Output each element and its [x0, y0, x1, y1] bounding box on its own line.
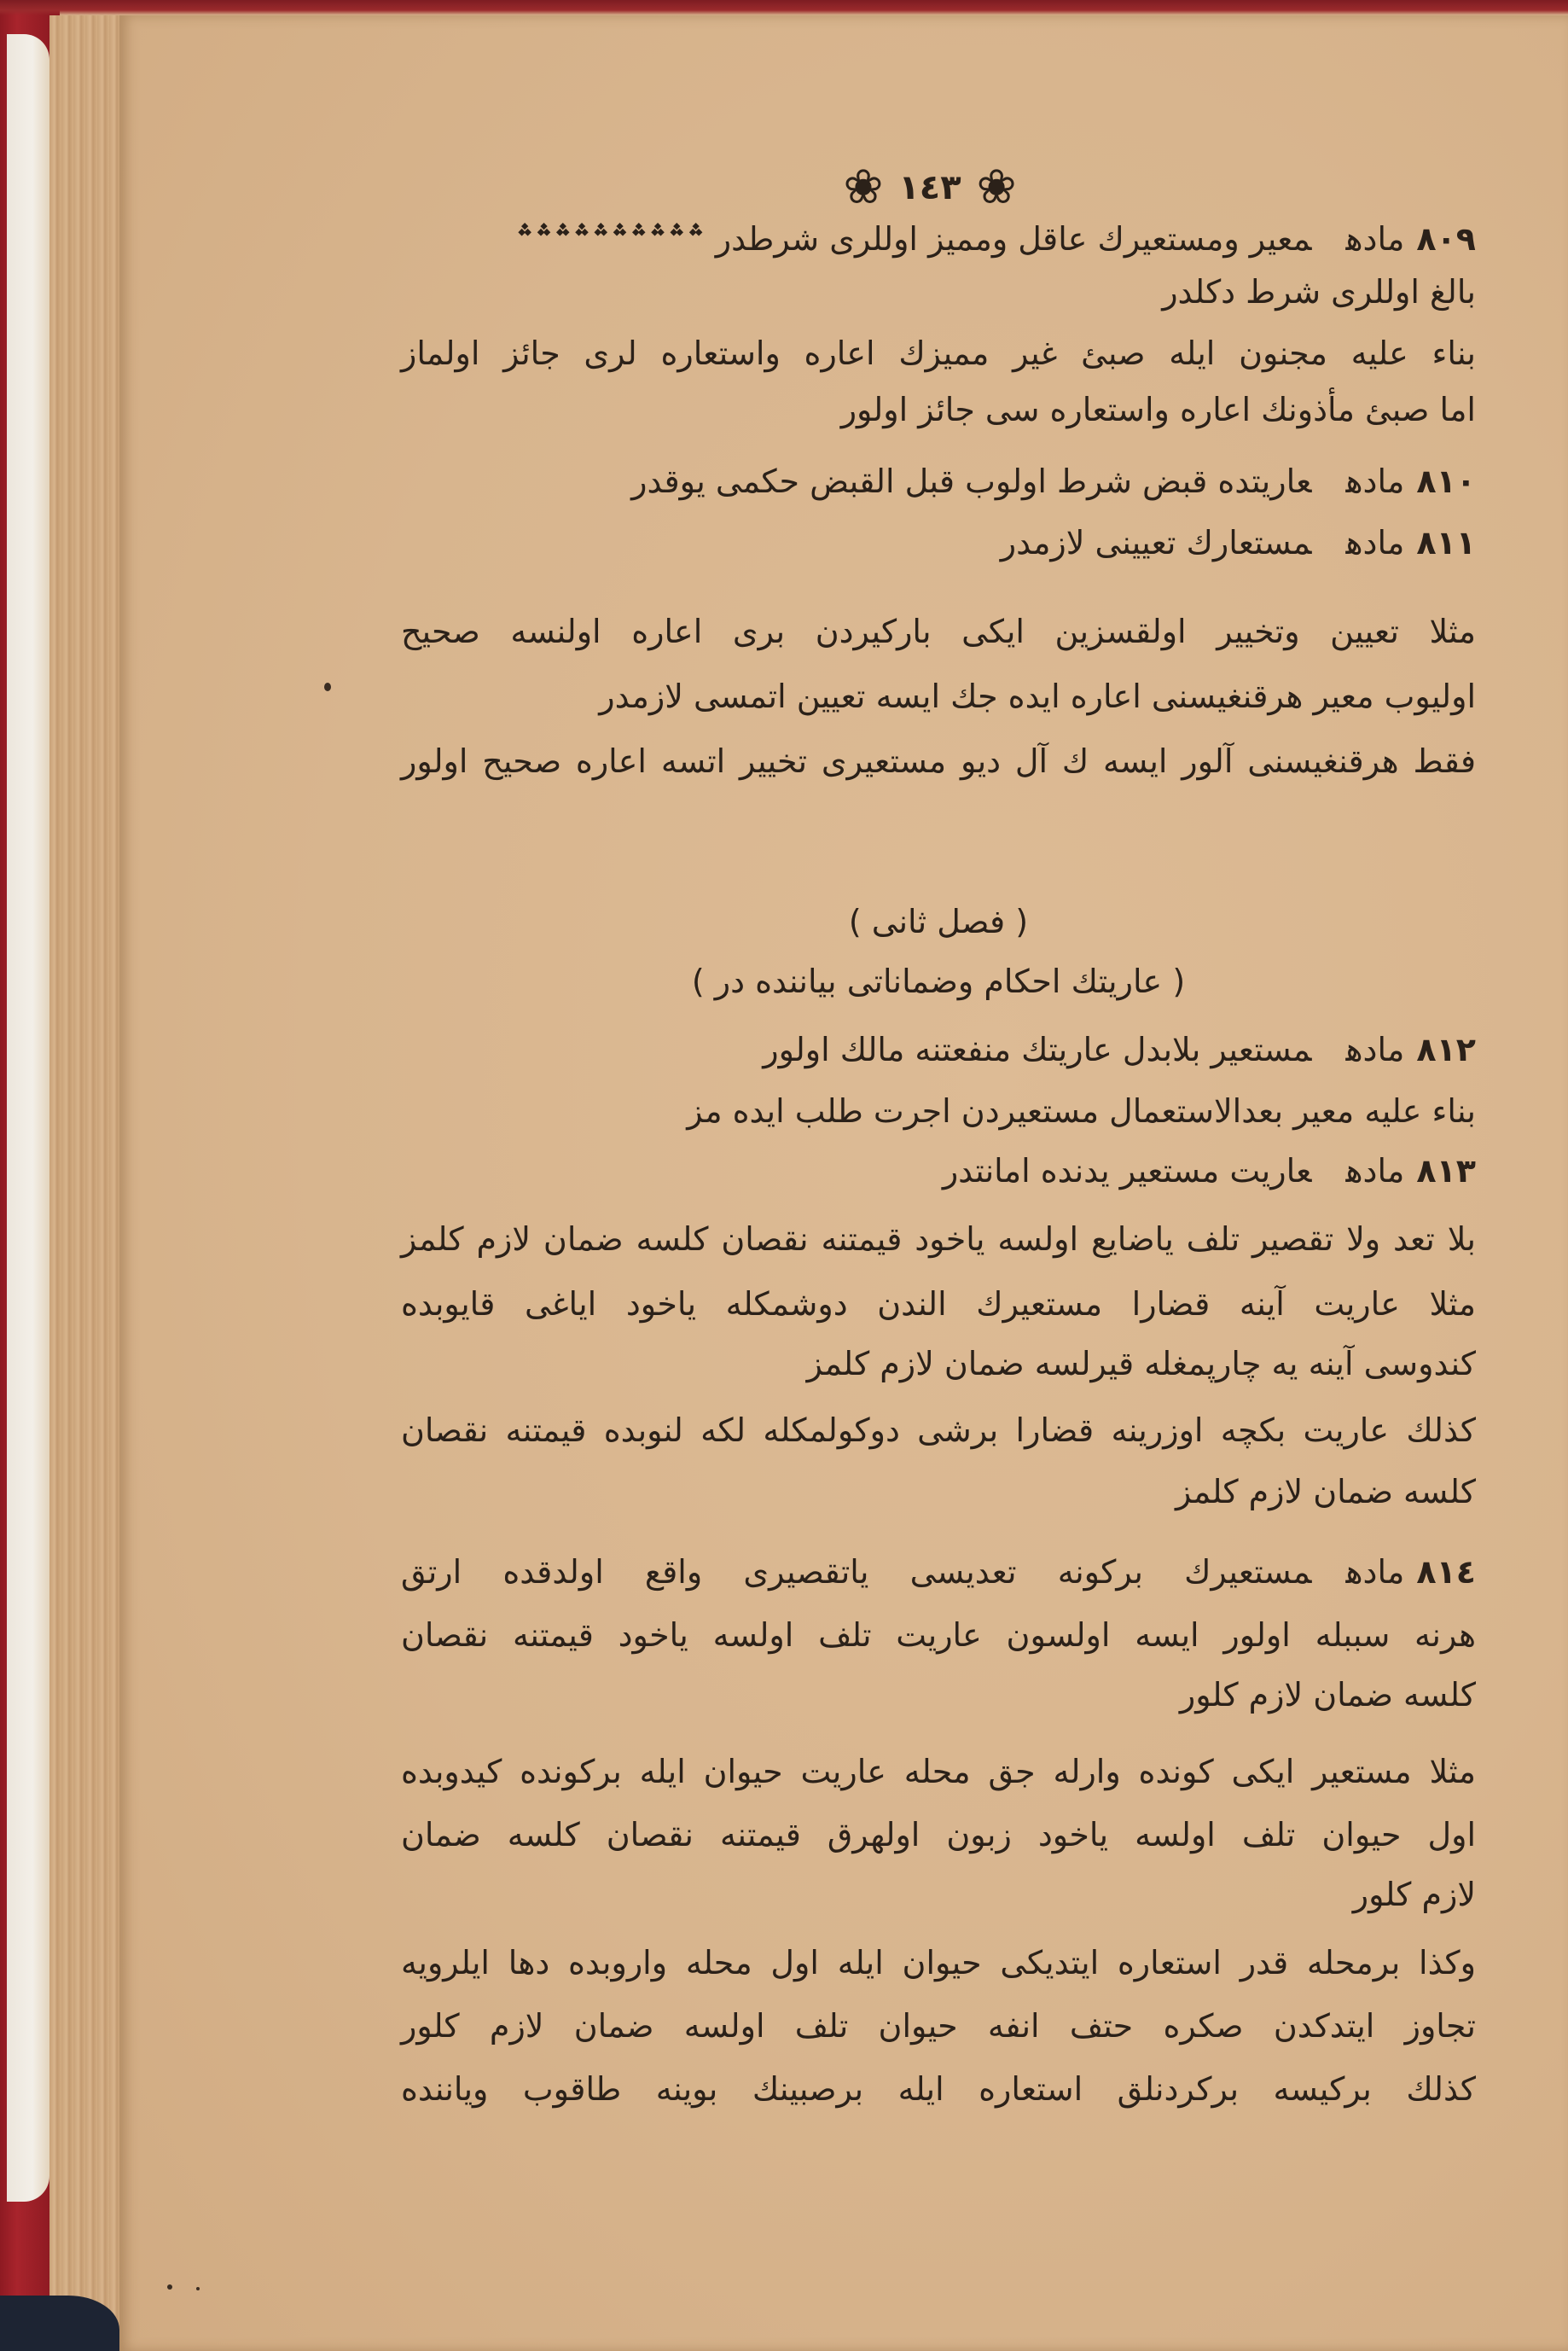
text-line: اما صبئ مأذونك اعاره واستعاره سى جائز اولور [840, 391, 1476, 428]
article-label: ماده [1345, 463, 1405, 500]
text-line: كندوسى آينه يه چارپمغله قيرلسه ضمان لازم كلمز [806, 1345, 1476, 1382]
article-label: ماده [1345, 1031, 1405, 1068]
article-number: ٨١٠ [1416, 463, 1476, 500]
text-line: اول حيوان تلف اولسه ياخود زبون اولهرق قيمتنه نقصان كلسه ضمان [401, 1816, 1476, 1853]
article-810-heading [631, 456, 1476, 507]
ornament-left-icon: ❀ [843, 160, 884, 215]
page-body [401, 213, 1476, 2108]
article-812-heading [763, 1024, 1476, 1075]
article-number: ٨١٤ [1416, 1553, 1476, 1591]
text-line: اوليوب معير هرقنغيسنى اعاره ايده جك ايسه تعيين اتمسى لازمدر [599, 678, 1476, 715]
article-label: ماده [1345, 524, 1405, 562]
text-line: هرنه سببله اولور ايسه اولسون عاريت تلف اولسه ياخود قيمتنه نقصان [401, 1616, 1476, 1654]
article-text: عاريتده قبض شرط اولوب قبل القبض حكمى يوقدر [631, 463, 1312, 500]
ink-speck [167, 2284, 172, 2290]
article-number: ٨١٣ [1416, 1152, 1476, 1190]
ornament-right-icon: ❀ [976, 160, 1017, 215]
text-line: مثلا مستعير ايكى كونده وارله جق محله عاريت حيوان ايله بركونده كيدوبده [401, 1753, 1476, 1790]
article-label: ماده [1345, 1152, 1405, 1190]
article-label: ماده [1345, 1553, 1405, 1591]
section-title: ( فصل ثانى ) [848, 903, 1029, 940]
article-text: مستعارك تعيينى لازمدر [1000, 524, 1312, 562]
text-line: فقط هرقنغيسنى آلور ايسه ك آل ديو مستعيرى تخيير اتسه اعاره صحيح اولور [401, 742, 1476, 780]
article-text: عاريت مستعير يدنده امانتدر [942, 1152, 1312, 1190]
text-line: لازم كلور [1352, 1876, 1476, 1913]
article-label: ماده [1345, 220, 1405, 258]
text-line: بلا تعد ولا تقصير تلف ياضايع اولسه ياخود قيمتنه نقصان كلسه ضمان لازم كلمز [401, 1220, 1476, 1258]
text-line: تجاوز ايتدكدن صكره حتف انفه حيوان تلف اولسه ضمان لازم كلور [401, 2007, 1476, 2045]
text-line: مثلا عاريت آينه قضارا مستعيرك الندن دوشمكله ياخود اياغى قايوبده [401, 1285, 1476, 1323]
article-text: مستعيرك بركونه تعديسى ياتقصيرى واقع اولدقده ارتق [401, 1553, 1312, 1591]
article-814-heading [401, 1546, 1476, 1597]
ink-speck [324, 683, 331, 691]
endpaper-edge [7, 34, 49, 2202]
article-813-heading [943, 1145, 1476, 1196]
text-line: مثلا تعيين وتخيير اولقسزين ايكى باركيردن برى اعاره اولنسه صحيح [401, 613, 1476, 650]
text-line: كلسه ضمان لازم كلور [1179, 1676, 1476, 1714]
text-line: بالغ اوللرى شرط دكلدر [1162, 273, 1476, 311]
text-line: بناء عليه معير بعدالاستعمال مستعيردن اجرت طلب ايده مز [687, 1092, 1476, 1130]
text-line: كذلك بركيسه بركردنلق استعاره ايله برصبينك بوينه طاقوب وياننده [401, 2070, 1476, 2108]
text-line: وكذا برمحله قدر استعاره ايتديكى حيوان ايله اول محله واروبده دها ايلرويه [401, 1944, 1476, 1981]
text-line: كلسه ضمان لازم كلمز [1175, 1473, 1476, 1510]
dark-background-corner [0, 2296, 119, 2351]
article-809-heading [515, 213, 1476, 265]
text-line: بناء عليه مجنون ايله صبئ غير مميزك اعاره واستعاره لرى جائز اولماز [401, 335, 1476, 372]
ink-speck [196, 2287, 200, 2290]
article-text: مستعير بلابدل عاريتك منفعتنه مالك اولور [763, 1031, 1312, 1068]
page-stack-edge [49, 15, 122, 2351]
article-text: معير ومستعيرك عاقل ومميز اوللرى شرطدر ؞؞؞؞؞؞؞؞؞؞ [515, 220, 1312, 258]
article-number: ٨١٢ [1416, 1031, 1476, 1068]
section-subtitle: ( عاريتك احكام وضماناتى بياننده در ) [691, 963, 1186, 1000]
book-binding-top-edge [0, 0, 1568, 15]
article-811-heading [1001, 517, 1476, 568]
page-number: ١٤٣ [898, 168, 961, 207]
text-line: كذلك عاريت بكچه اوزرينه قضارا برشى دوكولمكله لكه لنوبده قيمتنه نقصان [401, 1411, 1476, 1449]
article-number: ٨٠٩ [1416, 220, 1476, 258]
article-number: ٨١١ [1416, 524, 1476, 562]
